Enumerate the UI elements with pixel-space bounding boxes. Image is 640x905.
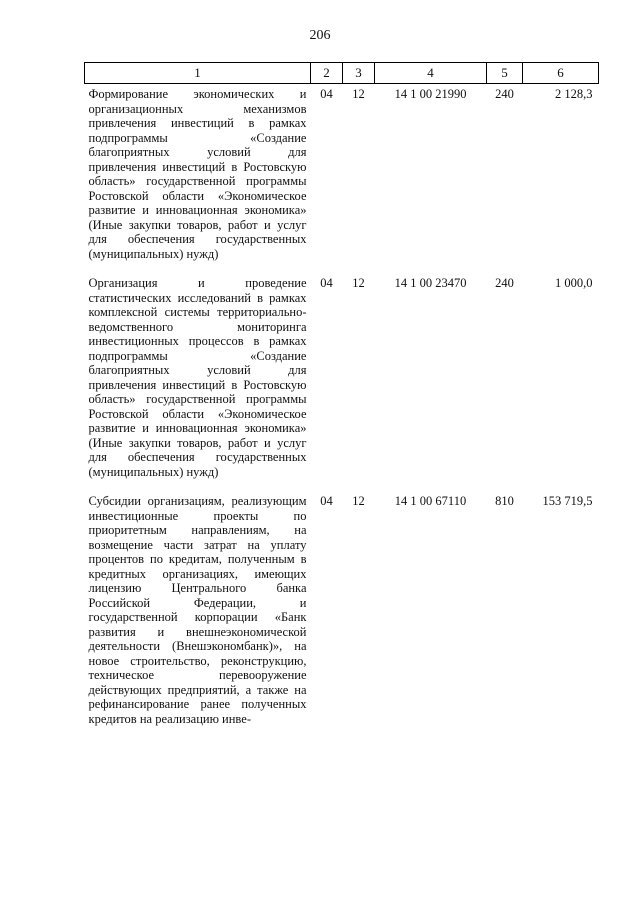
- row-expense-type: 240: [495, 276, 514, 290]
- header-col-4: 4: [375, 63, 487, 84]
- budget-table: [84, 62, 599, 738]
- row-target-code: 14 1 00 23470: [394, 276, 467, 290]
- row-subsection: 12: [352, 87, 365, 101]
- row-description: Субсидии организациям, реализующим инвестиционные проекты по приоритетным направлениям, на возмещение части затрат на уплату процентов по кредитам, полученным в кредитных организациях, имеющих лицензию Центрального банка Российской Федерации, и государственной корпорации «Банк развития и внешнеэкономической деятельности (Внешэкономбанк)», на новое строительство, реконструкцию, техническое перевооружение действующих предприятий, а также на рефинансирование ранее полученных кредитов на реализацию инве-: [88, 494, 307, 726]
- row-subsection: 12: [352, 494, 365, 508]
- row-description: Формирование экономических и организационных механизмов привлечения инвестиций в рамках подпрограммы «Создание благоприятных условий для привлечения инвестиций в Ростовскую область» государственной программы Ростовской области «Экономическое развитие и инновационная экономика» (Иные закупки товаров, работ и услуг для обеспечения государственных (муниципальных) нужд): [88, 87, 307, 261]
- row-description: Организация и проведение статистических исследований в рамках комплексной системы территориально-ведомственного мониторинга инвестиционных процессов в рамках подпрограммы «Создание благоприятных условий для привлечения инвестиций в Ростовскую область» государственной программы Ростовской области «Экономическое развитие и инновационная экономика» (Иные закупки товаров, работ и услуг для обеспечения государственных (муниципальных) нужд): [88, 276, 307, 479]
- row-expense-type: 810: [495, 494, 514, 508]
- header-col-2: 2: [311, 63, 343, 84]
- header-col-3: 3: [343, 63, 375, 84]
- row-amount: 2 128,3: [555, 87, 593, 101]
- row-target-code: 14 1 00 67110: [394, 494, 467, 508]
- table-row: [85, 273, 599, 491]
- row-section: 04: [320, 494, 333, 508]
- header-row: [85, 63, 599, 84]
- row-target-code: 14 1 00 21990: [394, 87, 467, 101]
- page-number: 206: [309, 28, 331, 43]
- header-col-1: 1: [85, 63, 311, 84]
- table-row: [85, 84, 599, 274]
- row-amount: 153 719,5: [542, 494, 593, 508]
- header-col-5: 5: [487, 63, 523, 84]
- row-section: 04: [320, 276, 333, 290]
- header-col-6: 6: [523, 63, 599, 84]
- row-amount: 1 000,0: [555, 276, 593, 290]
- row-subsection: 12: [352, 276, 365, 290]
- table-row: [85, 491, 599, 738]
- row-section: 04: [320, 87, 333, 101]
- row-expense-type: 240: [495, 87, 514, 101]
